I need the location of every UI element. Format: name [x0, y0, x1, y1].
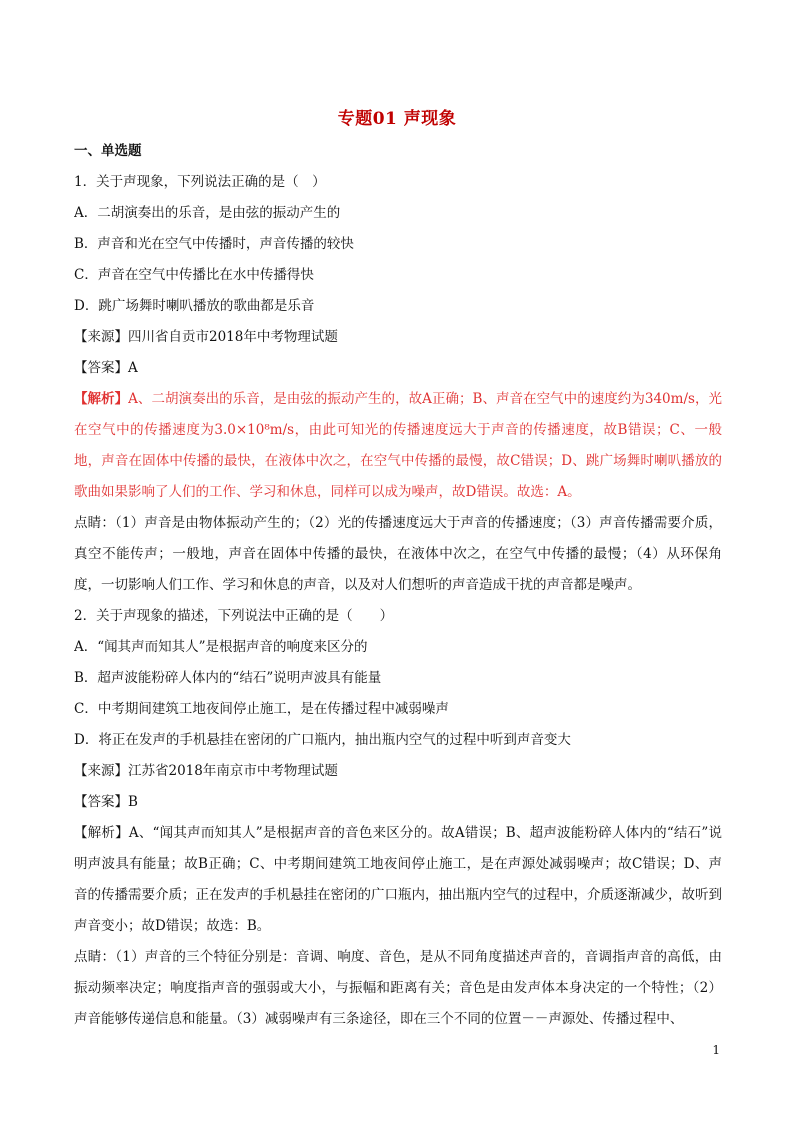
question-1-analysis-text: A、二胡演奏出的乐音，是由弦的振动产生的，故A正确；B、声音在空气中的速度约为340m/s，光在空气中的传播速度为3.0×10⁸m/s，由此可知光的传播速度远大于声音的传播速度，故B错误；C、一般地，声音在固体中传播的最快，在液体中次之，在空气中传播的最慢，故C错误；D、跳广场舞时喇叭播放的歌曲如果影响了人们的工作、学习和休息，同样可以成为噪声，故D错误。故选：A。	[74, 391, 722, 500]
question-2-source: 【来源】江苏省2018年南京市中考物理试题	[74, 763, 338, 779]
question-1-option-b: B．声音和光在空气中传播时，声音传播的较快	[74, 236, 354, 252]
question-1-source: 【来源】四川省自贡市2018年中考物理试题	[74, 329, 338, 345]
question-2-analysis: 【解析】A、“闻其声而知其人”是根据声音的音色来区分的。故A错误；B、超声波能粉碎人体内的“结石”说明声波具有能量；故B正确；C、中考期间建筑工地夜间停止施工，是在声源处减弱噪声；故C错误；D、声音的传播需要介质；正在发声的手机悬挂在密闭的广口瓶内，抽出瓶内空气的过程中，介质逐渐减少，故听到声音变小；故D错误；故选：B。	[74, 825, 722, 934]
question-1-tip: 点睛：（1）声音是由物体振动产生的；（2）光的传播速度远大于声音的传播速度；（3）声音传播需要介质，真空不能传声；一般地，声音在固体中传播的最快，在液体中次之，在空气中传播的最慢；（4）从环保角度，一切影响人们工作、学习和休息的声音，以及对人们想听的声音造成干扰的声音都是噪声。	[74, 515, 722, 593]
question-2-option-b: B．超声波能粉碎人体内的“结石”说明声波具有能量	[74, 670, 382, 686]
question-1-option-a: A．二胡演奏出的乐音，是由弦的振动产生的	[74, 205, 341, 221]
question-1-option-d: D．跳广场舞时喇叭播放的歌曲都是乐音	[74, 298, 315, 314]
page-number: 1	[712, 1043, 720, 1057]
page-title: 专题01 声现象	[337, 109, 457, 129]
question-1-analysis	[74, 384, 722, 508]
section-heading: 一、单选题	[74, 143, 142, 159]
question-2-answer: 【答案】B	[74, 794, 138, 810]
question-1-analysis-label: 【解析】	[74, 391, 129, 407]
question-1-stem: 1．关于声现象，下列说法正确的是（ ）	[74, 174, 326, 190]
question-2-option-d: D．将正在发声的手机悬挂在密闭的广口瓶内，抽出瓶内空气的过程中听到声音变大	[74, 732, 571, 748]
document-body	[74, 136, 722, 1035]
question-1-answer: 【答案】A	[74, 360, 138, 376]
question-2-tip: 点睛：（1）声音的三个特征分别是：音调、响度、音色，是从不同角度描述声音的，音调指声音的高低，由振动频率决定；响度指声音的强弱或大小，与振幅和距离有关；音色是由发声体本身决定的一个特性；（2）声音能够传递信息和能量。（3）减弱噪声有三条途径，即在三个不同的位置－－声源处、传播过程中、	[74, 949, 722, 1027]
question-2-option-a: A．“闻其声而知其人”是根据声音的响度来区分的	[74, 639, 368, 655]
question-2-stem: 2．关于声现象的描述，下列说法中正确的是（ ）	[74, 608, 394, 624]
question-1-option-c: C．声音在空气中传播比在水中传播得快	[74, 267, 314, 283]
question-2-option-c: C．中考期间建筑工地夜间停止施工，是在传播过程中减弱噪声	[74, 701, 449, 717]
